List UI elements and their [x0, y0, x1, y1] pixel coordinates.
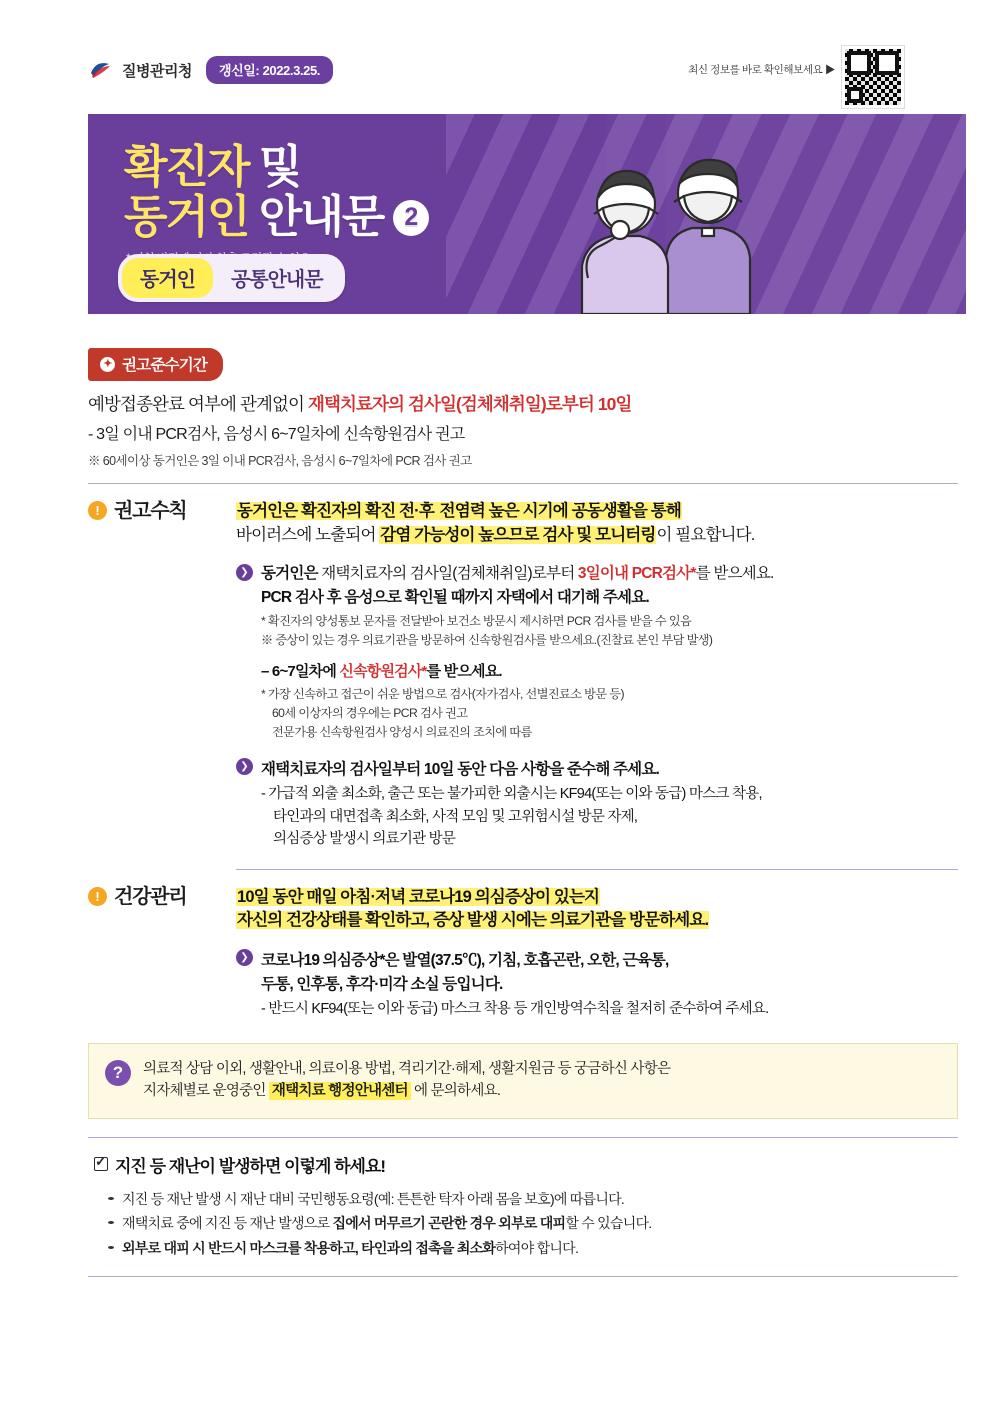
government-logo-icon	[88, 57, 114, 83]
document-body	[0, 348, 992, 1021]
health-bullet-1-line-1: 코로나19 의심증상*은 발열(37.5℃), 기침, 호흡곤란, 오한, 근육통,	[261, 952, 669, 970]
hero-title-line2-rest: 안내문	[248, 191, 384, 243]
health-bullet-1	[236, 946, 958, 1020]
divider-2	[236, 869, 958, 870]
rules-bullet-1	[236, 561, 958, 742]
period-line-1: 예방접종완료 여부에 관계없이 재택치료자의 검사일(검체채취일)로부터 10일	[88, 394, 632, 414]
rules-bullet-2-title: 재택치료자의 검사일부터 10일 동안 다음 사항을 준수해 주세요.	[261, 761, 660, 779]
period-line-2: - 3일 이내 PCR검사, 음성시 6~7일차에 신속항원검사 권고	[88, 426, 465, 443]
qr-caption: 최신 정보를 바로 확인해보세요 ▶	[688, 64, 835, 76]
rules-lead	[236, 500, 958, 548]
hero-title-line2	[124, 192, 429, 242]
rules-lead-line-1: 동거인은 확진자의 확진 전·후 전염력 높은 시기에 공동생활을 통해	[237, 502, 681, 520]
rules-lead-line-2: 바이러스에 노출되어 감염 가능성이 높으므로 검사 및 모니터링이 필요합니다.	[236, 525, 755, 544]
chevron-right-icon: ❯	[236, 758, 253, 775]
rules-bullet-1-dash: – 6~7일차에 신속항원검사*를 받으세요.	[261, 663, 502, 681]
rules-bullet-1-note-1: * 확진자의 양성통보 문자를 전달받아 보건소 방문시 제시하면 PCR 검사를 받을 수 있음	[261, 613, 692, 628]
document-header	[0, 0, 992, 110]
health-lead-line-1: 10일 동안 매일 아침·저녁 코로나19 의심증상이 있는지	[237, 887, 600, 906]
qr-group	[688, 46, 904, 108]
section-recommended-rules	[88, 500, 958, 870]
exclamation-icon: !	[88, 501, 107, 520]
hero-title-line1	[124, 142, 429, 192]
inquiry-line-2: 지자체별로 운영중인 재택치료 행정안내센터 에 문의하세요.	[143, 1083, 501, 1100]
health-lead	[236, 886, 958, 934]
disaster-title	[94, 1152, 952, 1177]
hero-banner	[88, 114, 966, 314]
rules-bullet-1-sublines: * 가장 신속하고 접근이 쉬운 방법으로 검사(자가검사, 선별진료소 방문 등) 60세 이상자의 경우에는 PCR 검사 권고 전문가용 신속항원검사 양성시 의료진의 조치에 따름	[261, 687, 624, 740]
agency-name: 질병관리청	[122, 62, 192, 80]
inquiry-line-1: 의료적 상담 이외, 생활안내, 의료이용 방법, 격리기간·해제, 생활지원금 등 궁금하신 사항은	[143, 1060, 671, 1077]
rules-bullet-1-title: 동거인은 재택치료자의 검사일(검체채취일)로부터 3일이내 PCR검사*를 받으세요.	[261, 564, 774, 582]
section-rules-label	[88, 500, 236, 870]
hero-title	[124, 142, 429, 243]
list-item: 재택치료 중에 지진 등 재난 발생으로 집에서 머무르기 곤란한 경우 외부로 대피할 수 있습니다.	[108, 1211, 952, 1236]
period-line-1-emphasis: 재택치료자의 검사일(검체채취일)로부터 10일	[307, 394, 632, 414]
hero-title-line1-rest: 및	[248, 141, 301, 192]
tab-cohabitant[interactable]: 동거인	[122, 258, 213, 298]
exclamation-icon: !	[88, 887, 107, 906]
list-item: 지진 등 재난 발생 시 재난 대비 국민행동요령(예: 튼튼한 탁자 아래 몸을 보호)에 따릅니다.	[108, 1187, 952, 1212]
health-bullet-1-line-2: 두통, 인후통, 후각·미각 소실 등입니다.	[261, 976, 503, 994]
period-line-3: ※ 60세이상 동거인은 3일 이내 PCR검사, 음성시 6~7일차에 PCR 검사 권고	[88, 454, 472, 468]
health-lead-line-2: 자신의 건강상태를 확인하고, 증상 발생 시에는 의료기관을 방문하세요.	[237, 911, 709, 930]
disaster-title-text: 지진 등 재난이 발생하면 이렇게 하세요!	[115, 1156, 386, 1176]
divider-1	[88, 483, 958, 484]
chevron-right-icon: ❯	[236, 949, 253, 966]
hero-number-badge: 2	[393, 200, 429, 236]
rules-bullet-1-note-2: ※ 증상이 있는 경우 의료기관을 방문하여 신속항원검사를 받으세요.(진찰료 본인 부담 발생)	[261, 633, 713, 648]
list-item: 외부로 대피 시 반드시 마스크를 착용하고, 타인과의 접촉을 최소화하여야 합니다.	[108, 1236, 952, 1261]
inquiry-center-name: 재택치료 행정안내센터	[269, 1082, 411, 1100]
agency-logo-group	[88, 56, 333, 84]
section-rules-label-text: 권고수칙	[114, 500, 187, 522]
section-period-badge-label: 권고준수기간	[122, 357, 208, 374]
section-health-body	[236, 886, 958, 1021]
star-icon: ✦	[100, 357, 115, 372]
section-health-management	[88, 886, 958, 1021]
qr-code-icon[interactable]	[842, 46, 904, 108]
update-date-badge: 갱신일: 2022.3.25.	[206, 56, 333, 84]
section-compliance-period	[88, 348, 958, 484]
check-box-icon	[94, 1157, 108, 1171]
question-mark-icon: ?	[105, 1060, 131, 1086]
bullet-dot-icon	[108, 1221, 114, 1224]
tab-common-guide[interactable]: 공통안내문	[230, 269, 323, 291]
rules-bullet-1-subtitle: PCR 검사 후 음성으로 확인될 때까지 자택에서 대기해 주세요.	[261, 588, 649, 606]
bullet-dot-icon	[108, 1197, 114, 1200]
chevron-right-icon: ❯	[236, 564, 253, 581]
inquiry-callout-text	[143, 1058, 670, 1103]
hero-title-line1-highlight: 확진자	[124, 141, 249, 192]
hero-title-line2-highlight: 동거인	[124, 191, 249, 243]
hero-tab-group	[118, 254, 345, 302]
inquiry-callout	[88, 1043, 958, 1119]
people-illustration	[516, 138, 816, 314]
rules-bullet-2	[236, 755, 958, 850]
disaster-guidance-box	[88, 1137, 958, 1278]
health-bullet-1-dash: - 반드시 KF94(또는 이와 동급) 마스크 착용 등 개인방역수칙을 철저히 준수하여 주세요.	[261, 1001, 769, 1018]
bullet-dot-icon	[108, 1246, 114, 1249]
section-health-label	[88, 886, 236, 1021]
section-health-label-text: 건강관리	[114, 885, 187, 908]
disaster-list	[108, 1187, 952, 1261]
section-period-badge	[88, 348, 223, 381]
section-rules-body	[236, 500, 958, 870]
rules-bullet-2-lines: - 가급적 외출 최소화, 출근 또는 불가피한 외출시는 KF94(또는 이와 동급) 마스크 착용, 타인과의 대면접촉 최소화, 사적 모임 및 고위험시설 방문 자제, 의심증상 발생시 의료기관 방문	[261, 786, 762, 848]
